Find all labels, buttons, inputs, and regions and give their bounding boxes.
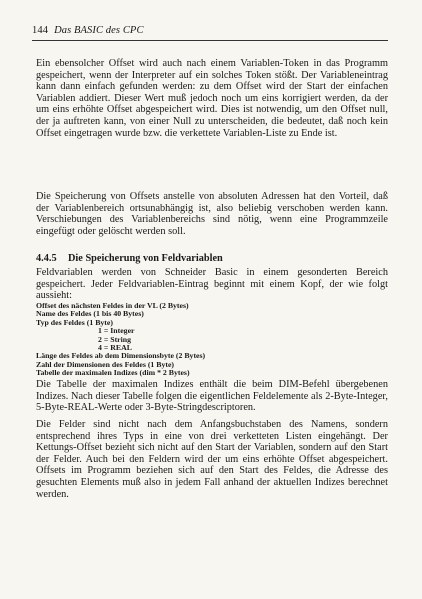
paragraph-field-variables: Feldvariablen werden von Schneider Basic in einem gesonderten Bereich gespeichert. Jeder Feldvariablen-Eintrag beginnt mit einem Kopf, der wie folgt aussieht:	[36, 267, 388, 302]
paragraph-index-table: Die Tabelle der maximalen Indizes enthält die beim DIM-Befehl übergebenen Indizes. Nach dieser Tabelle folgen die eigentlichen Feldelemente als 2-Byte-Integer, 5-Byte-REAL-Werte oder 3-Byte-Stringdescriptoren.	[36, 379, 388, 414]
listing-line: Typ des Feldes (1 Byte)	[36, 317, 113, 327]
section-heading	[36, 253, 223, 264]
paragraph-offset-token: Ein ebensolcher Offset wird auch nach einem Variablen-Token in das Programm gespeichert, wenn der Interpreter auf ein solches Token stößt. Der Variableneintrag kann dann einfach gefunden werden: zu dem Offset wird der Start der einfachen Variablen addiert. Dieser Wert muß jedoch noch um eins korrigiert werden, da der um eins erhöhte Offset abgespeichert wird. Dies ist notwendig, um den Offset null, der ja auftreten kann, von einer Null zu unterscheiden, die bedeutet, daß noch kein Offset eingetragen wurde bzw. die verkettete Variablen-Liste zu Ende ist.	[36, 58, 388, 139]
listing-line: Zahl der Dimensionen des Feldes (1 Byte)	[36, 359, 175, 369]
listing-line: Offset des nächsten Feldes in der VL (2 Bytes)	[36, 301, 189, 310]
running-header	[32, 25, 144, 36]
listing-line: Tabelle der maximalen Indizes (dim * 2 Bytes)	[36, 368, 190, 378]
book-title: Das BASIC des CPC	[54, 25, 144, 36]
page-number: 144	[32, 25, 49, 36]
header-structure-listing	[36, 302, 356, 378]
listing-line: Name des Feldes (1 bis 40 Bytes)	[36, 309, 144, 319]
paragraph-offset-advantage: Die Speicherung von Offsets anstelle von absoluten Adressen hat den Vorteil, daß der Variablenbereich ortsunabhängig ist, also beliebig verschoben werden kann. Verschiebungen des Variablenbereichs sind nötig, wenn eine Programmzeile eingefügt oder gelöscht werden soll.	[36, 191, 388, 237]
listing-line: Länge des Feldes ab dem Dimensionsbyte (2 Bytes)	[36, 351, 206, 361]
listing-line: 4 = REAL	[98, 343, 132, 353]
header-rule	[32, 40, 388, 41]
section-number: 4.4.5	[36, 253, 57, 264]
listing-line: 1 = Integer	[98, 326, 135, 336]
listing-line: 2 = String	[98, 334, 132, 344]
paragraph-field-lists: Die Felder sind nicht nach dem Anfangsbuchstaben des Namens, sondern entsprechend ihres Typs in eine von drei verketteten Listen eingehängt. Der Kettungs-Offset bezieht sich nicht auf den Start der Variablen, sondern auf den Start der Felder. Auch bei den Feldern wird der um eins erhöhte Offset abgespeichert. Offsets im Programm beziehen sich auf den Start des Feldes, die Adresse des gesuchten Elements muß also in jedem Fall anhand der aktuellen Indizes berechnet werden.	[36, 419, 388, 500]
section-title: Die Speicherung von Feldvariablen	[68, 253, 223, 264]
